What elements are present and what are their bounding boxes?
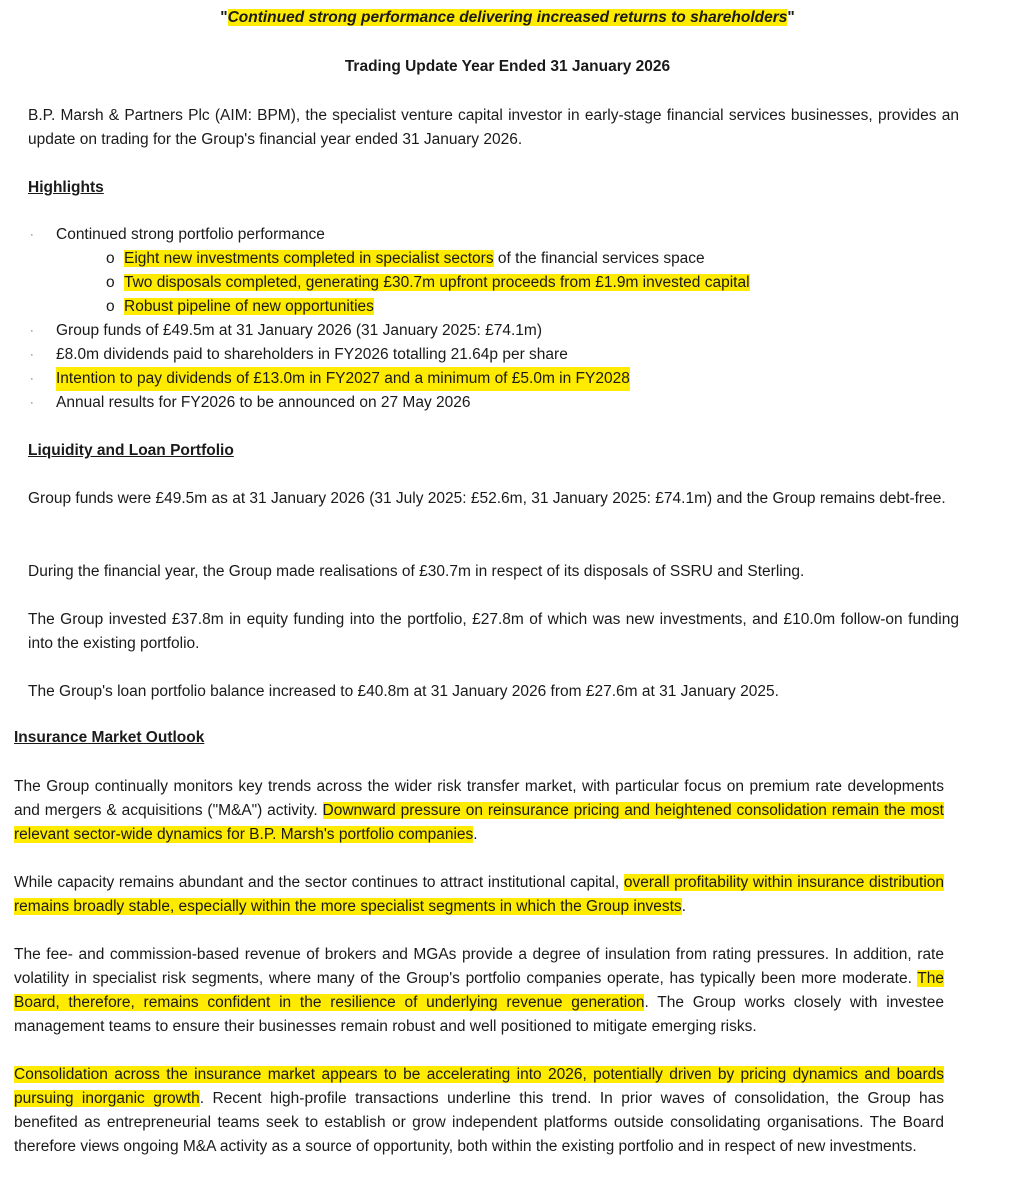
bullet-marker: ·	[30, 349, 34, 361]
highlighted-text: Consolidation across the insurance market appears to be accelerating into 2026, potentially driven by pricing dynamics and boards pursuing inorganic growth	[14, 1066, 944, 1107]
document-subtitle: Trading Update Year Ended 31 January 2026	[344, 58, 671, 75]
highlighted-text: Two disposals completed, generating £30.7m upfront proceeds from £1.9m invested capital	[124, 274, 750, 291]
liquidity-paragraph: The Group invested £37.8m in equity funding into the portfolio, £27.8m of which was new investments, and £10.0m follow-on funding into the existing portfolio.	[28, 611, 959, 652]
open-quote: "	[220, 9, 228, 26]
bullet-text: Annual results for FY2026 to be announced on 27 May 2026	[56, 394, 471, 411]
outlook-paragraph	[14, 775, 944, 847]
bullet-text: Intention to pay dividends of £13.0m in FY2027 and a minimum of £5.0m in FY2028	[56, 367, 630, 391]
liquidity-paragraph: Group funds were £49.5m as at 31 January 2026 (31 July 2025: £52.6m, 31 January 2025: £74.1m) and the Group remains debt-free.	[28, 490, 946, 507]
liquidity-paragraph: During the financial year, the Group made realisations of £30.7m in respect of its disposals of SSRU and Sterling.	[28, 563, 805, 580]
highlighted-text: Downward pressure on reinsurance pricing and heightened consolidation remain the most relevant sector-wide dynamics for B.P. Marsh's portfolio companies	[14, 802, 944, 843]
intro-paragraph: B.P. Marsh & Partners Plc (AIM: BPM), the specialist venture capital investor in early-stage financial services businesses, provides an update on trading for the Group's financial year ended 31 January 2026.	[28, 107, 959, 148]
outlook-paragraph	[14, 871, 944, 919]
plain-text: The fee- and commission-based revenue of brokers and MGAs provide a degree of insulation from rating pressures. In addition, rate volatility in specialist risk segments, where many of the Group's portfolio companies operate, has typically been more moderate.	[14, 946, 944, 987]
highlighted-text: overall profitability within insurance distribution remains broadly stable, especially within the more specialist segments in which the Group invests	[14, 874, 945, 915]
bullet-text: Group funds of £49.5m at 31 January 2026 (31 January 2025: £74.1m)	[56, 322, 542, 339]
plain-text: .	[681, 898, 686, 915]
outlook-paragraph	[14, 943, 944, 1039]
sub-bullet-marker: o	[106, 274, 115, 291]
plain-text: . Recent high-profile transactions underline this trend. In prior waves of consolidation, the Group has benefited as entrepreneurial teams seek to establish or grow independent platforms outside consolidating organisations. The Board therefore views ongoing M&A activity as a source of opportunity, both within the existing portfolio and in respect of new investments.	[14, 1090, 945, 1155]
plain-text: While capacity remains abundant and the sector continues to attract institutional capital,	[14, 874, 624, 891]
sub-bullet-text	[124, 295, 374, 319]
plain-text: .	[473, 826, 478, 843]
highlighted-text: Eight new investments completed in specialist sectors	[124, 250, 494, 267]
bullet-text: Continued strong portfolio performance	[56, 226, 325, 243]
bullet-marker: ·	[30, 229, 34, 241]
plain-text: . The Group works closely with investee management teams to ensure their businesses remain robust and well positioned to mitigate emerging risks.	[14, 994, 944, 1035]
sub-bullet-marker: o	[106, 298, 115, 315]
bullet-marker: ·	[30, 397, 34, 409]
highlights-heading: Highlights	[28, 179, 104, 196]
bullet-marker: ·	[30, 325, 34, 337]
liquidity-paragraph: The Group's loan portfolio balance increased to £40.8m at 31 January 2026 from £27.6m at 31 January 2025.	[28, 683, 779, 700]
plain-text: The Group continually monitors key trends across the wider risk transfer market, with particular focus on premium rate developments and mergers & acquisitions ("M&A") activity.	[14, 778, 944, 819]
liquidity-heading: Liquidity and Loan Portfolio	[28, 442, 234, 459]
close-quote: "	[787, 9, 795, 26]
headline-quote	[0, 6, 1015, 30]
bullet-marker: ·	[30, 373, 34, 385]
highlighted-text: Robust pipeline of new opportunities	[124, 298, 374, 315]
sub-bullet-text	[124, 247, 705, 271]
bullet-text: £8.0m dividends paid to shareholders in FY2026 totalling 21.64p per share	[56, 346, 568, 363]
outlook-paragraph	[14, 1063, 944, 1159]
plain-text: of the financial services space	[493, 250, 705, 267]
outlook-heading: Insurance Market Outlook	[14, 729, 205, 746]
sub-bullet-text	[124, 271, 750, 295]
sub-bullet-marker: o	[106, 250, 115, 267]
headline-text: Continued strong performance delivering increased returns to shareholders	[227, 9, 788, 26]
highlighted-text: The Board, therefore, remains confident in the resilience of underlying revenue generation	[14, 970, 944, 1011]
